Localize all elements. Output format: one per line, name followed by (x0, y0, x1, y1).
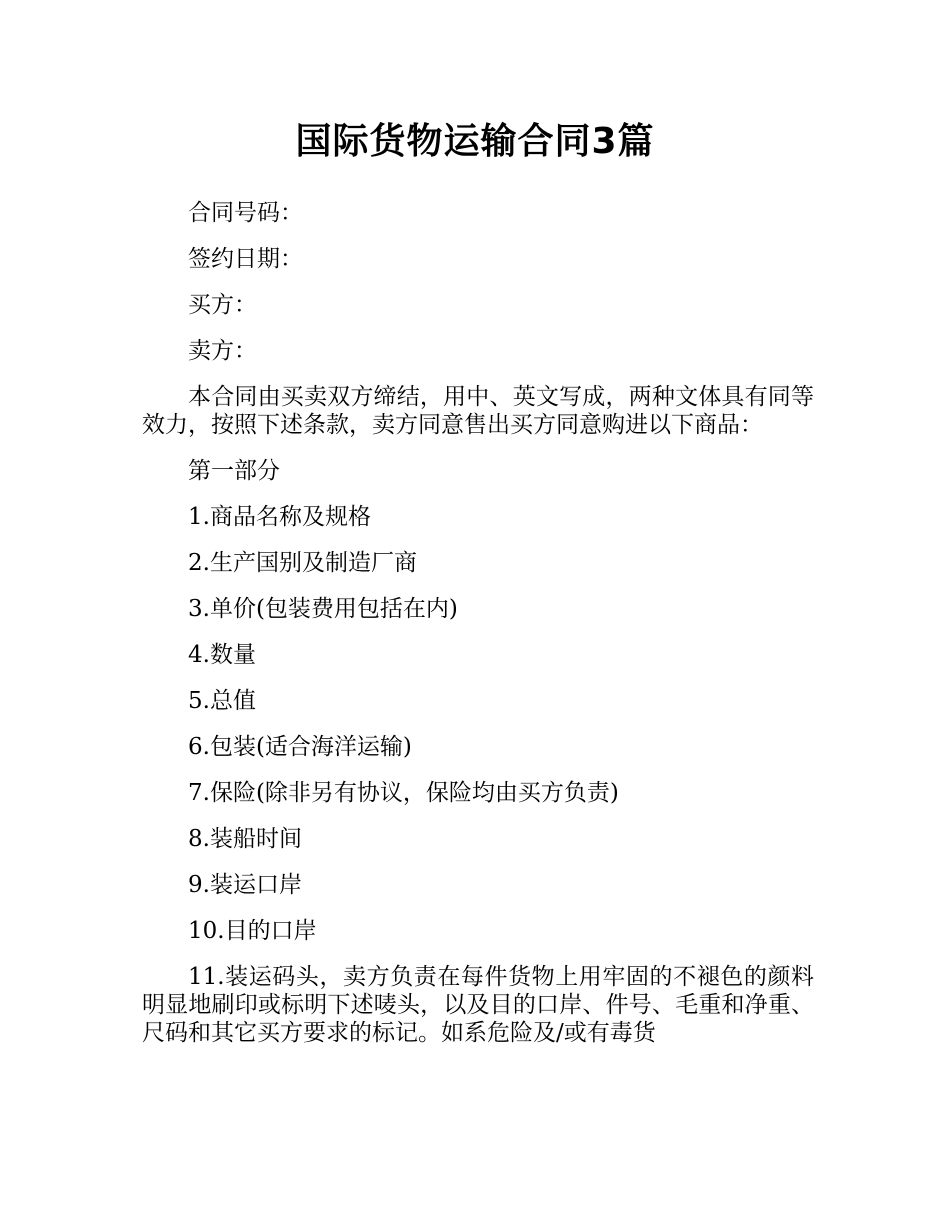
clause-item: 10.目的口岸 (188, 918, 317, 944)
clause-item: 2.生产国别及制造厂商 (188, 550, 417, 576)
clause-item: 9.装运口岸 (188, 872, 302, 898)
clause-item-marking: 11.装运码头，卖方负责在每件货物上用牢固的不褪色的颜料明显地刷印或标明下述唛头，以及目的口岸、件号、毛重和净重、尺码和其它买方要求的标记。如系危险及/或有毒货 (142, 964, 814, 1046)
contract-number-line: 合同号码： (188, 200, 303, 226)
clause-item: 4.数量 (188, 642, 256, 668)
clause-item: 6.包装(适合海洋运输) (188, 734, 412, 760)
clause-item: 8.装船时间 (188, 826, 302, 852)
buyer-line: 买方： (188, 292, 257, 318)
clause-item: 7.保险(除非另有协议，保险均由买方负责) (188, 780, 619, 806)
document-body (142, 199, 814, 1065)
intro-paragraph: 本合同由买卖双方缔结，用中、英文写成，两种文体具有同等效力，按照下述条款，卖方同意售出买方同意购进以下商品： (142, 384, 814, 438)
signing-date-line: 签约日期： (188, 246, 303, 272)
clause-item: 5.总值 (188, 688, 256, 714)
document-title: 国际货物运输合同3篇 (295, 121, 655, 162)
clause-item: 3.单价(包装费用包括在内) (188, 596, 458, 622)
clause-item: 1.商品名称及规格 (188, 504, 371, 530)
seller-line: 卖方： (188, 338, 257, 364)
section-heading: 第一部分 (188, 458, 280, 484)
